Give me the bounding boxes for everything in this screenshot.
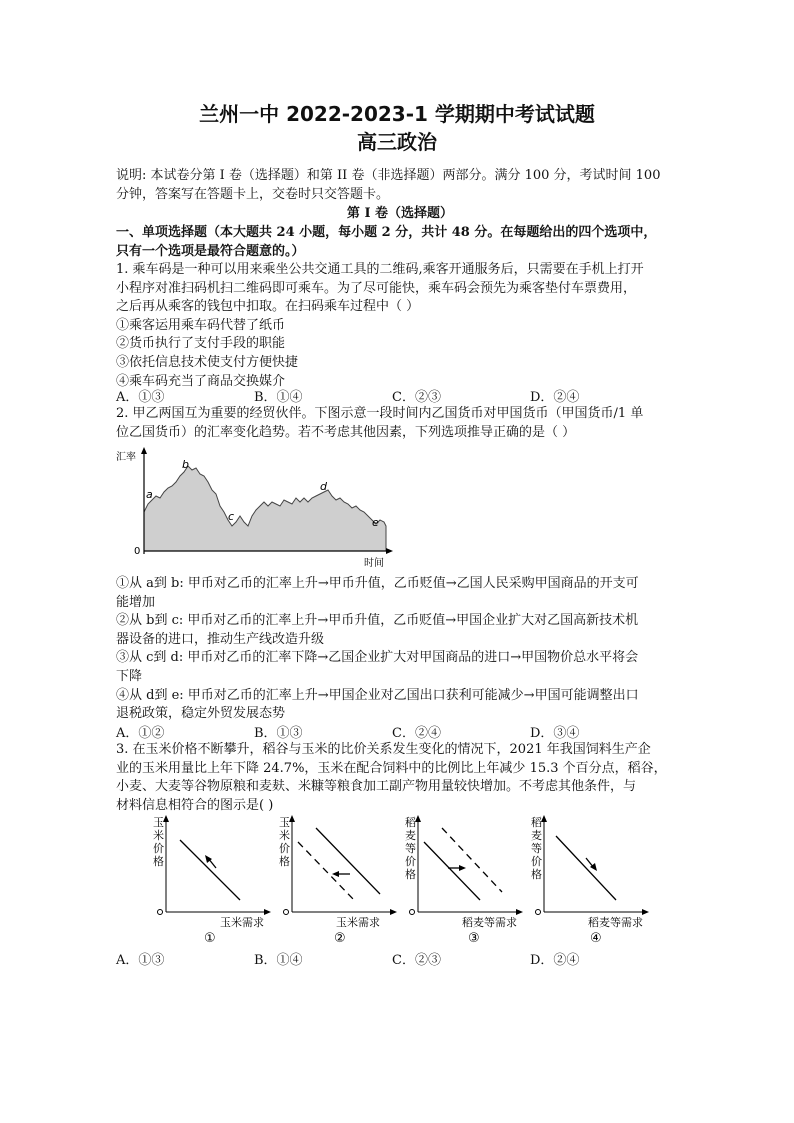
- x-axis-arrow: [264, 909, 271, 915]
- stem-line: 小麦、大麦等谷物原粮和麦麸、米糠等粮食加工副产物用量较快增加。不考虑其他条件，与: [116, 779, 637, 795]
- ylabel-char: 麦: [405, 829, 416, 842]
- stem-line: 2. 甲乙两国互为重要的经贸伙伴。下图示意一段时间内乙国货币对甲国货币（甲国货币/1 单: [116, 406, 644, 421]
- origin-circle: [158, 910, 163, 915]
- statement: ③依托信息技术使支付方便快捷: [116, 354, 299, 370]
- graph-4: [528, 812, 658, 947]
- point-label-a: a: [146, 488, 153, 501]
- graph-number: ①: [204, 931, 216, 946]
- ylabel-char: 格: [531, 868, 542, 881]
- ylabel-char: 等: [531, 842, 542, 855]
- y-axis-label: 汇率: [116, 452, 136, 463]
- instructions: [116, 167, 684, 204]
- rate-area: [144, 466, 386, 551]
- graph-1: [150, 812, 280, 947]
- ylabel-char: 价: [531, 855, 542, 868]
- graph-ylabel: [531, 816, 542, 881]
- exam-subtitle: 高三政治: [357, 130, 437, 154]
- option-a[interactable]: A．①③: [116, 390, 165, 405]
- origin-circle: [410, 910, 415, 915]
- graph-ylabel: [279, 816, 290, 868]
- section1-heading: [116, 224, 684, 261]
- graph-xlabel: 稻麦等需求: [462, 916, 517, 929]
- ylabel-char: 格: [405, 868, 416, 881]
- demand-curve: [180, 840, 240, 900]
- ylabel-char: 稻: [531, 816, 542, 829]
- instructions-line: 说明: 本试卷分第 I 卷（选择题）和第 II 卷（非选择题）两部分。满分 100 分，考试时间 100: [116, 168, 661, 183]
- q2-statements: [116, 575, 684, 724]
- statement: ④从 d到 e: 甲币对乙币的汇率上升→甲国企业对乙国出口获利可能减少→甲国可能调整出口: [116, 687, 639, 703]
- origin-label: 0: [134, 546, 141, 557]
- x-axis-arrow: [642, 909, 649, 915]
- section-heading-line: 只有一个选项是最符合题意的。）: [116, 243, 305, 259]
- exam-title: 兰州一中 2022-2023-1 学期期中考试试题: [199, 102, 595, 126]
- demand-curve-new: [442, 828, 502, 892]
- graph-3: [402, 812, 532, 947]
- section-heading-line: 一、单项选择题（本大题共 24 小题，每小题 2 分，共计 48 分。在每题给出的四个选项中，: [116, 225, 657, 240]
- option-c[interactable]: C．②③: [392, 953, 441, 968]
- statement: 下降: [116, 668, 143, 684]
- x-axis-arrow: [390, 909, 397, 915]
- demand-curve-original: [424, 842, 480, 900]
- part1-title: 第 I 卷（选择题）: [346, 206, 454, 221]
- graph-2: [276, 812, 406, 947]
- ylabel-char: 米: [279, 829, 290, 842]
- statement: ②从 b到 c: 甲币对乙币的汇率上升→甲币升值，乙币贬值→甲国企业扩大对乙国高新技术机: [116, 613, 639, 629]
- statement: 器设备的进口，推动生产线改造升级: [116, 631, 325, 647]
- q2-options: [116, 722, 684, 740]
- statement: ①从 a到 b: 甲币对乙币的汇率上升→甲币升值，乙币贬值→乙国人民采购甲国商品的开支可: [116, 576, 639, 591]
- option-b[interactable]: B．①③: [254, 726, 303, 741]
- exchange-rate-chart: [110, 446, 410, 572]
- statement: ②货币执行了支付手段的职能: [116, 336, 286, 352]
- ylabel-char: 玉: [279, 816, 290, 829]
- ylabel-char: 稻: [405, 816, 416, 829]
- demand-curve-new: [298, 842, 354, 900]
- graph-number: ③: [468, 931, 480, 946]
- stem-line: 位乙国货币）的汇率变化趋势。若不考虑其他因素，下列选项推导正确的是（ ）: [116, 424, 576, 440]
- x-axis-arrow: [386, 548, 393, 554]
- point-label-c: c: [228, 510, 235, 523]
- stem-line: 业的玉米用量比上年下降 24.7%，玉米在配合饲料中的比例比上年减少 15.3 个百分点，稻谷，: [116, 760, 667, 776]
- statement: ③从 c到 d: 甲币对乙币的汇率下降→乙国企业扩大对甲国商品的进口→甲国物价总水平将会: [116, 650, 639, 666]
- ylabel-char: 麦: [531, 829, 542, 842]
- ylabel-char: 价: [405, 855, 416, 868]
- x-axis-arrow: [516, 909, 523, 915]
- graph-ylabel: [153, 816, 164, 868]
- stem-line: 之后再从乘客的钱包中扣取。在扫码乘车过程中（ ）: [116, 299, 420, 315]
- instructions-line: 分钟，答案写在答题卡上，交卷时只交答题卡。: [116, 186, 390, 202]
- statement: 退税政策，稳定外贸发展态势: [116, 706, 286, 722]
- ylabel-char: 米: [153, 829, 164, 842]
- stem-line: 材料信息相符合的图示是( ): [116, 797, 274, 813]
- q3-options: [116, 949, 684, 967]
- option-a[interactable]: A．①③: [116, 953, 165, 968]
- shift-arrowhead: [459, 865, 466, 871]
- origin-circle: [284, 910, 289, 915]
- ylabel-char: 等: [405, 842, 416, 855]
- ylabel-char: 格: [279, 855, 290, 868]
- option-c[interactable]: C．②④: [392, 726, 441, 741]
- option-b[interactable]: B．①④: [254, 953, 303, 968]
- option-d[interactable]: D．②④: [530, 390, 580, 405]
- stem-line: 3. 在玉米价格不断攀升，稻谷与玉米的比价关系发生变化的情况下，2021 年我国饲料生产企: [116, 742, 651, 757]
- option-d[interactable]: D．③④: [530, 726, 580, 741]
- ylabel-char: 价: [279, 842, 290, 855]
- statement: ①乘客运用乘车码代替了纸币: [116, 317, 286, 333]
- graph-xlabel: 稻麦等需求: [588, 916, 643, 929]
- origin-circle: [536, 910, 541, 915]
- demand-curve: [556, 836, 616, 900]
- y-axis-arrow: [141, 447, 147, 454]
- point-label-b: b: [182, 458, 189, 471]
- ylabel-char: 格: [153, 855, 164, 868]
- statement: 能增加: [116, 594, 156, 610]
- graph-number: ②: [334, 931, 346, 946]
- ylabel-char: 价: [153, 842, 164, 855]
- q3-stem: [116, 741, 684, 815]
- option-b[interactable]: B．①④: [254, 390, 303, 405]
- option-c[interactable]: C．②③: [392, 390, 441, 405]
- shift-arrowhead: [332, 871, 339, 877]
- statement: ④乘车码充当了商品交换媒介: [116, 373, 286, 389]
- option-a[interactable]: A．①②: [116, 726, 165, 741]
- ylabel-char: 玉: [153, 816, 164, 829]
- q1-stem: [116, 261, 684, 391]
- x-axis-label: 时间: [364, 558, 384, 569]
- graph-xlabel: 玉米需求: [336, 916, 380, 929]
- demand-curve-original: [316, 828, 380, 894]
- stem-line: 小程序对准扫码机扫二维码即可乘车。为了尽可能快，乘车码会预先为乘客垫付车票费用，: [116, 280, 637, 296]
- option-d[interactable]: D．②④: [530, 953, 580, 968]
- graph-number: ④: [590, 931, 602, 946]
- point-label-d: d: [320, 480, 327, 493]
- stem-line: 1. 乘车码是一种可以用来乘坐公共交通工具的二维码,乘客开通服务后，只需要在手机上打开: [116, 262, 644, 277]
- q1-options: [116, 386, 684, 404]
- graph-ylabel: [405, 816, 416, 881]
- point-label-e: e: [372, 516, 379, 529]
- graph-xlabel: 玉米需求: [220, 916, 264, 929]
- q2-stem: [116, 405, 684, 442]
